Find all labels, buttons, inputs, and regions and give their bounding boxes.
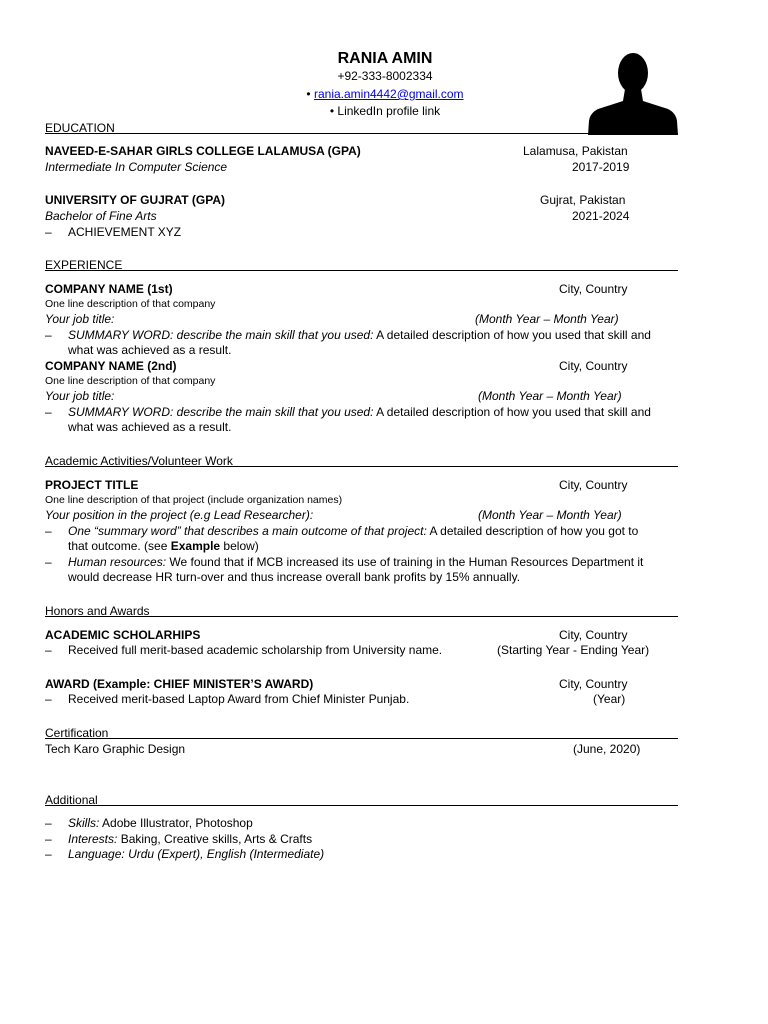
school-location: Lalamusa, Pakistan bbox=[523, 144, 628, 158]
project-description: One line description of that project (include organization names) bbox=[45, 494, 343, 506]
section-heading-academic: Academic Activities/Volunteer Work bbox=[45, 454, 233, 468]
award-location: City, Country bbox=[559, 677, 628, 691]
item-label: Interests: bbox=[68, 832, 118, 846]
divider bbox=[45, 466, 678, 467]
summary-word: SUMMARY WORD: describe the main skill that you used: bbox=[68, 405, 374, 419]
text: below) bbox=[220, 539, 259, 553]
project-dates: (Month Year – Month Year) bbox=[478, 508, 622, 522]
bullet-dash: – bbox=[45, 405, 52, 419]
company-description: One line description of that company bbox=[45, 375, 216, 387]
bullet-dash: – bbox=[45, 847, 52, 861]
experience-bullet bbox=[68, 328, 651, 343]
certification-date: (June, 2020) bbox=[573, 742, 641, 756]
item-label: Skills: bbox=[68, 816, 100, 830]
company-description: One line description of that company bbox=[45, 298, 216, 310]
profile-photo bbox=[588, 47, 678, 135]
school-name: UNIVERSITY OF GUJRAT (GPA) bbox=[45, 193, 226, 207]
divider bbox=[45, 738, 678, 739]
school-location: Gujrat, Pakistan bbox=[540, 193, 626, 207]
divider bbox=[45, 616, 678, 617]
linkedin-link[interactable]: • LinkedIn profile link bbox=[329, 104, 441, 118]
award-title: ACADEMIC SCHOLARHIPS bbox=[45, 628, 201, 642]
project-bullet bbox=[68, 555, 643, 570]
project-bullet bbox=[68, 524, 638, 539]
award-dates: (Starting Year - Ending Year) bbox=[497, 643, 650, 657]
bullet-dash: – bbox=[45, 328, 52, 342]
experience-bullet bbox=[68, 405, 651, 420]
school-name: NAVEED-E-SAHAR GIRLS COLLEGE LALAMUSA (GPA) bbox=[45, 144, 361, 158]
section-heading-certification: Certification bbox=[45, 726, 109, 740]
job-title: Your job title: bbox=[45, 389, 115, 403]
award-title: AWARD (Example: CHIEF MINISTER’S AWARD) bbox=[45, 677, 314, 691]
degree: Intermediate In Computer Science bbox=[45, 160, 228, 174]
divider bbox=[45, 805, 678, 806]
section-heading-education: EDUCATION bbox=[45, 121, 115, 135]
summary-word: Human resources: bbox=[68, 555, 167, 569]
additional-item-skills bbox=[68, 816, 253, 831]
bullet-dash: – bbox=[45, 524, 52, 538]
summary-detail: We found that if MCB increased its use of training in the Human Resources Department it bbox=[166, 555, 644, 569]
example-reference: Example bbox=[170, 539, 221, 553]
summary-word: One “summary word” that describes a main outcome of that project: bbox=[68, 524, 427, 538]
summary-word: SUMMARY WORD: describe the main skill that you used: bbox=[68, 328, 374, 342]
additional-item-language bbox=[68, 847, 324, 862]
award-dates: (Year) bbox=[593, 692, 626, 706]
project-title: PROJECT TITLE bbox=[45, 478, 139, 492]
project-position: Your position in the project (e.g Lead Researcher): bbox=[45, 508, 314, 522]
item-label: Language: bbox=[68, 847, 125, 861]
education-years: 2021-2024 bbox=[572, 209, 630, 223]
section-heading-additional: Additional bbox=[45, 793, 98, 807]
education-years: 2017-2019 bbox=[572, 160, 630, 174]
person-silhouette-icon bbox=[588, 47, 678, 135]
additional-item-interests bbox=[68, 832, 312, 847]
summary-detail-continued: would decrease HR turn-over and thus increase overall bank profits by 15% annually. bbox=[68, 570, 521, 584]
email-link[interactable]: rania.amin4442@gmail.com bbox=[313, 87, 464, 101]
project-location: City, Country bbox=[559, 478, 628, 492]
bullet-dash: – bbox=[45, 816, 52, 830]
bullet-dash: – bbox=[45, 692, 52, 706]
summary-detail-continued: what was achieved as a result. bbox=[68, 420, 232, 434]
summary-detail-continued: what was achieved as a result. bbox=[68, 343, 232, 357]
award-location: City, Country bbox=[559, 628, 628, 642]
bullet-dash: – bbox=[45, 832, 52, 846]
candidate-name: RANIA AMIN bbox=[337, 50, 433, 67]
job-dates: (Month Year – Month Year) bbox=[475, 312, 619, 326]
bullet: • bbox=[306, 87, 311, 101]
company-location: City, Country bbox=[559, 359, 628, 373]
bullet-dash: – bbox=[45, 225, 52, 239]
item-value: Baking, Creative skills, Arts & Crafts bbox=[117, 832, 313, 846]
item-value: Urdu (Expert), English (Intermediate) bbox=[124, 847, 325, 861]
job-dates: (Month Year – Month Year) bbox=[478, 389, 622, 403]
award-detail: Received merit-based Laptop Award from Chief Minister Punjab. bbox=[68, 692, 410, 706]
job-title: Your job title: bbox=[45, 312, 115, 326]
section-heading-experience: EXPERIENCE bbox=[45, 258, 123, 272]
summary-detail-continued bbox=[68, 539, 259, 554]
item-value: Adobe Illustrator, Photoshop bbox=[99, 816, 253, 830]
divider bbox=[45, 270, 678, 271]
bullet-dash: – bbox=[45, 555, 52, 569]
summary-detail: A detailed description of how you used that skill and bbox=[373, 328, 651, 342]
divider bbox=[45, 133, 678, 134]
summary-detail: A detailed description of how you got to bbox=[426, 524, 639, 538]
achievement: ACHIEVEMENT XYZ bbox=[68, 225, 182, 239]
phone-number: +92-333-8002334 bbox=[337, 69, 433, 83]
company-name: COMPANY NAME (2nd) bbox=[45, 359, 177, 373]
email-line bbox=[240, 87, 530, 102]
company-name: COMPANY NAME (1st) bbox=[45, 282, 173, 296]
certification-name: Tech Karo Graphic Design bbox=[45, 742, 186, 756]
summary-detail: A detailed description of how you used that skill and bbox=[373, 405, 651, 419]
section-heading-honors: Honors and Awards bbox=[45, 604, 150, 618]
text: that outcome. (see bbox=[68, 539, 171, 553]
award-detail: Received full merit-based academic scholarship from University name. bbox=[68, 643, 443, 657]
degree: Bachelor of Fine Arts bbox=[45, 209, 157, 223]
bullet-dash: – bbox=[45, 643, 52, 657]
company-location: City, Country bbox=[559, 282, 628, 296]
